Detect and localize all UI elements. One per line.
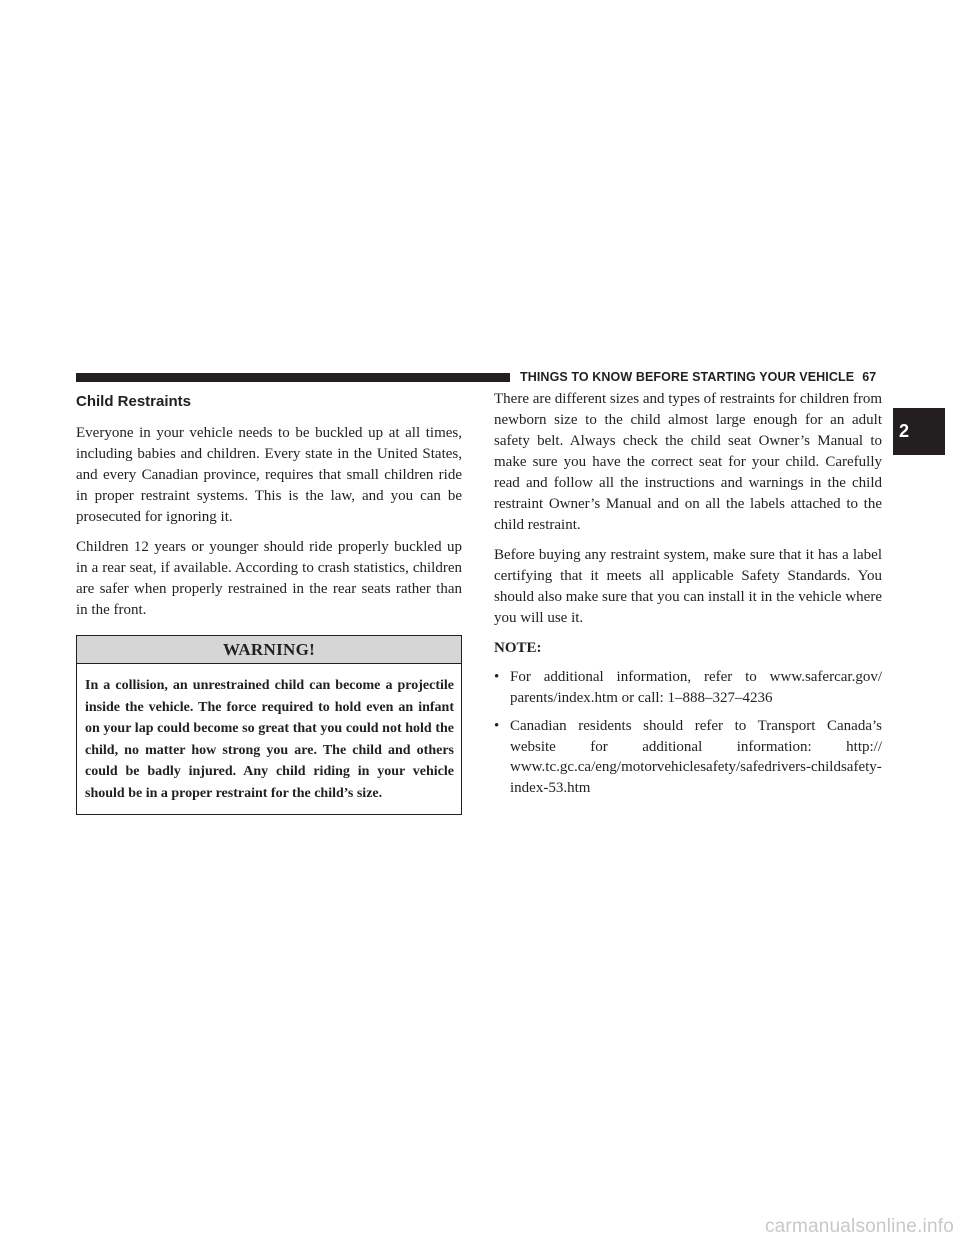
header-rule <box>76 373 510 382</box>
notes-list <box>494 667 882 798</box>
chapter-tab: 2 <box>893 408 945 455</box>
running-header <box>520 367 886 387</box>
watermark: carmanualsonline.info <box>764 1216 954 1237</box>
body-paragraph: Before buying any restraint system, make sure that it has a label certifying that it meets all applicable Safety Standards. You should also make sure that you can install it in the vehicle where you will use it. <box>494 547 882 626</box>
warning-box <box>76 635 462 815</box>
list-item: • Canadian residents should refer to Transport Canada’s website for additional information: http:// www.tc.gc.ca/eng/motorvehiclesafety/safedrivers-childsafety-index-53.htm <box>494 716 882 798</box>
left-column <box>76 393 462 815</box>
warning-text: In a collision, an unrestrained child can become a projectile inside the vehicle. The force required to hold even an infant on your lap could become so great that you could not hold the child, no matter how strong you are. The child and others could be badly injured. Any child riding in your vehicle should be in a proper restraint for the child’s size. <box>85 678 454 801</box>
list-item: • For additional information, refer to www.safercar.gov/ parents/index.htm or call: 1–888–327–4236 <box>494 667 882 708</box>
warning-title: WARNING! <box>77 636 461 664</box>
note-label: NOTE: <box>494 640 542 656</box>
body-paragraph: There are different sizes and types of restraints for children from newborn size to the child almost large enough for an adult safety belt. Always check the child seat Owner’s Manual to make sure you have the correct seat for your child. Carefully read and follow all the instructions and warnings in the child restraint Owner’s Manual and on all the labels attached to the child restraint. <box>494 391 882 533</box>
body-paragraph: Everyone in your vehicle needs to be buckled up at all times, including babies and children. Every state in the United States, and every Canadian province, requires that small children ride in proper restraint systems. This is the law, and you can be prosecuted for ignoring it. <box>76 425 462 525</box>
body-paragraph: Children 12 years or younger should ride properly buckled up in a rear seat, if available. According to crash statistics, children are safer when properly restrained in the rear seats rather than in the front. <box>76 539 462 618</box>
right-column <box>494 389 882 806</box>
page-number: 67 <box>862 370 877 384</box>
running-title: THINGS TO KNOW BEFORE STARTING YOUR VEHICLE <box>520 370 855 384</box>
section-heading: Child Restraints <box>76 393 192 410</box>
